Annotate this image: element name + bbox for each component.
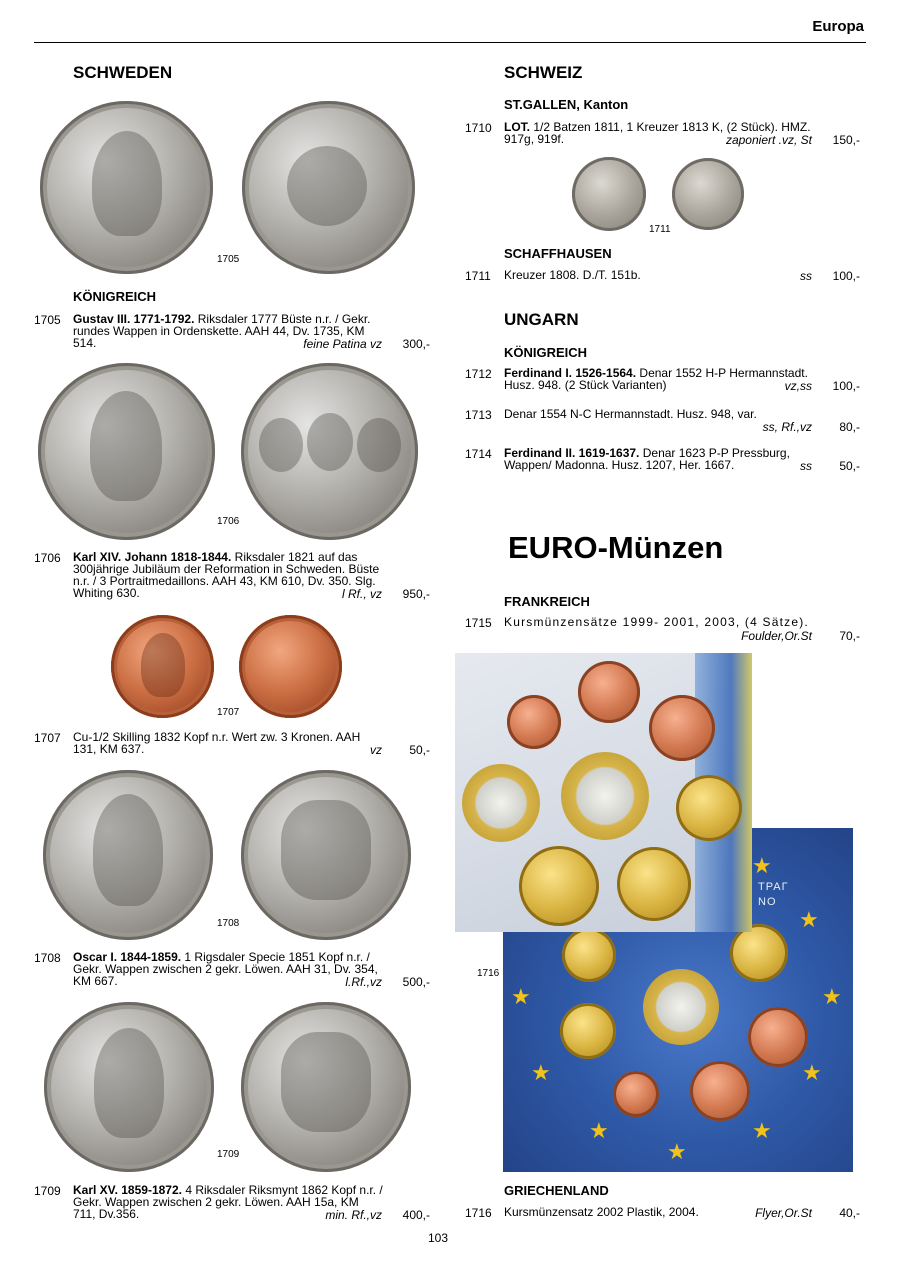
lot-description: Ferdinand II. 1619-1637. Denar 1623 P-P Pressburg, Wappen/ Madonna. Husz. 1207, Her. 1667. (504, 446, 790, 472)
eu-star-icon: ★ (589, 1118, 609, 1143)
lot-grade: Foulder,Or.St (741, 629, 812, 643)
header-rule (34, 42, 866, 43)
lot-grade: l.Rf.,vz (345, 975, 382, 989)
subsection-st-gallen: ST.GALLEN, Kanton (504, 97, 629, 112)
lot-description: Kursmünzensatz 2002 Plastik, 2004. (504, 1205, 699, 1219)
flyer-text: ΤΡΑΓ (758, 881, 789, 893)
lot-grade: ss (800, 459, 812, 473)
country-heading-schweden: SCHWEDEN (73, 63, 173, 82)
lot-price: 100,- (832, 379, 860, 393)
image-label: 1708 (217, 918, 240, 929)
lot-price: 80,- (839, 420, 860, 434)
image-label: 1706 (217, 516, 240, 527)
lot-price: 500,- (402, 975, 430, 989)
flyer-text: ΝΟ (758, 896, 777, 908)
lot-number: 1714 (465, 447, 492, 461)
eu-star-icon: ★ (799, 907, 819, 932)
lot-description: Karl XV. 1859-1872. 4 Riksdaler Riksmynt 1862 Kopf n.r. / Gekr. Wappen zwischen 2 gekr. Löwen. AAH 15a, KM 711, Dv.356. (73, 1183, 383, 1221)
eu-star-icon: ★ (667, 1139, 687, 1164)
country-heading-schweiz: SCHWEIZ (504, 63, 583, 82)
lot-number: 1713 (465, 408, 492, 422)
subsection-koenigreich: KÖNIGREICH (504, 345, 588, 360)
lot-grade: vz (370, 743, 382, 757)
lot-price: 950,- (402, 587, 430, 601)
image-label: 1711 (649, 224, 671, 235)
lot-number: 1707 (34, 731, 61, 745)
lot-description: Cu-1/2 Skilling 1832 Kopf n.r. Wert zw. 3 Kronen. AAH 131, KM 637. (73, 730, 361, 756)
page-number: 103 (428, 1231, 449, 1245)
lot-number: 1705 (34, 313, 61, 327)
lot-grade: ss (800, 269, 812, 283)
lot-description: Denar 1554 N-C Hermannstadt. Husz. 948, var. (504, 407, 757, 421)
image-label: 1705 (217, 254, 240, 265)
eu-star-icon: ★ (752, 853, 772, 878)
lot-number: 1708 (34, 951, 61, 965)
lot-description: Oscar I. 1844-1859. 1 Rigsdaler Specie 1851 Kopf n.r. / Gekr. Wappen zwischen 2 gekr. Löwen. AAH 31, Dv. 354, KM 667. (73, 950, 378, 988)
lot-price: 400,- (402, 1208, 430, 1222)
lot-description: LOT. 1/2 Batzen 1811, 1 Kreuzer 1813 K, (2 Stück). HMZ. 917g, 919f. (504, 120, 811, 146)
subsection-griechenland: GRIECHENLAND (504, 1183, 609, 1198)
image-label: 1707 (217, 707, 240, 718)
lot-price: 70,- (839, 629, 860, 643)
image-label: 1709 (217, 1149, 240, 1160)
lot-grade: Flyer,Or.St (755, 1206, 812, 1220)
lot-description: Karl XIV. Johann 1818-1844. Riksdaler 1821 auf das 300jährige Jubiläum der Reformation in Schweden. Büste n.r. / 3 Portraitmedaillons. AAH 43, KM 610, Dv. 350. Slg. Whiting 630. (73, 550, 380, 600)
subsection-frankreich: FRANKREICH (504, 594, 590, 609)
eu-star-icon: ★ (752, 1118, 772, 1143)
subsection-schaffhausen: SCHAFFHAUSEN (504, 246, 612, 261)
lot-grade: vz,ss (784, 379, 812, 393)
lot-number: 1709 (34, 1184, 61, 1198)
euro-coins-heading: EURO-Münzen (508, 530, 724, 565)
country-heading-ungarn: UNGARN (504, 310, 579, 329)
section-header: Europa (812, 18, 864, 35)
lot-number: 1712 (465, 367, 492, 381)
lot-number: 1711 (465, 269, 491, 283)
lot-description: Gustav III. 1771-1792. Riksdaler 1777 Büste n.r. / Gekr. rundes Wappen in Ordenskette. AAH 44, Dv. 1735, KM 514. (73, 312, 371, 350)
lot-grade: min. Rf.,vz (325, 1208, 382, 1222)
lot-description: Kreuzer 1808. D./T. 151b. (504, 268, 641, 282)
lot-price: 150,- (832, 133, 860, 147)
eu-star-icon: ★ (822, 984, 842, 1009)
lot-grade: ss, Rf.,vz (762, 420, 812, 434)
lot-number: 1716 (465, 1206, 492, 1220)
lot-number: 1715 (465, 616, 492, 630)
image-label: 1716 (477, 968, 500, 979)
lot-number: 1710 (465, 121, 492, 135)
eu-star-icon: ★ (531, 1060, 551, 1085)
lot-price: 40,- (839, 1206, 860, 1220)
subsection-koenigreich: KÖNIGREICH (73, 289, 157, 304)
lot-description: Kursmünzensätze 1999- 2001, 2003, (4 Sätze). (504, 615, 809, 629)
lot-price: 300,- (402, 337, 430, 351)
eu-star-icon: ★ (802, 1060, 822, 1085)
eu-star-icon: ★ (511, 984, 531, 1009)
lot-number: 1706 (34, 551, 61, 565)
lot-grade: l Rf., vz (341, 587, 382, 601)
lot-description: Ferdinand I. 1526-1564. Denar 1552 H-P Hermannstadt. Husz. 948. (2 Stück Varianten) (504, 366, 808, 392)
lot-grade: zaponiert .vz, St (725, 133, 812, 147)
lot-grade: feine Patina vz (303, 337, 382, 351)
lot-price: 50,- (409, 743, 430, 757)
lot-price: 100,- (832, 269, 860, 283)
lot-price: 50,- (839, 459, 860, 473)
